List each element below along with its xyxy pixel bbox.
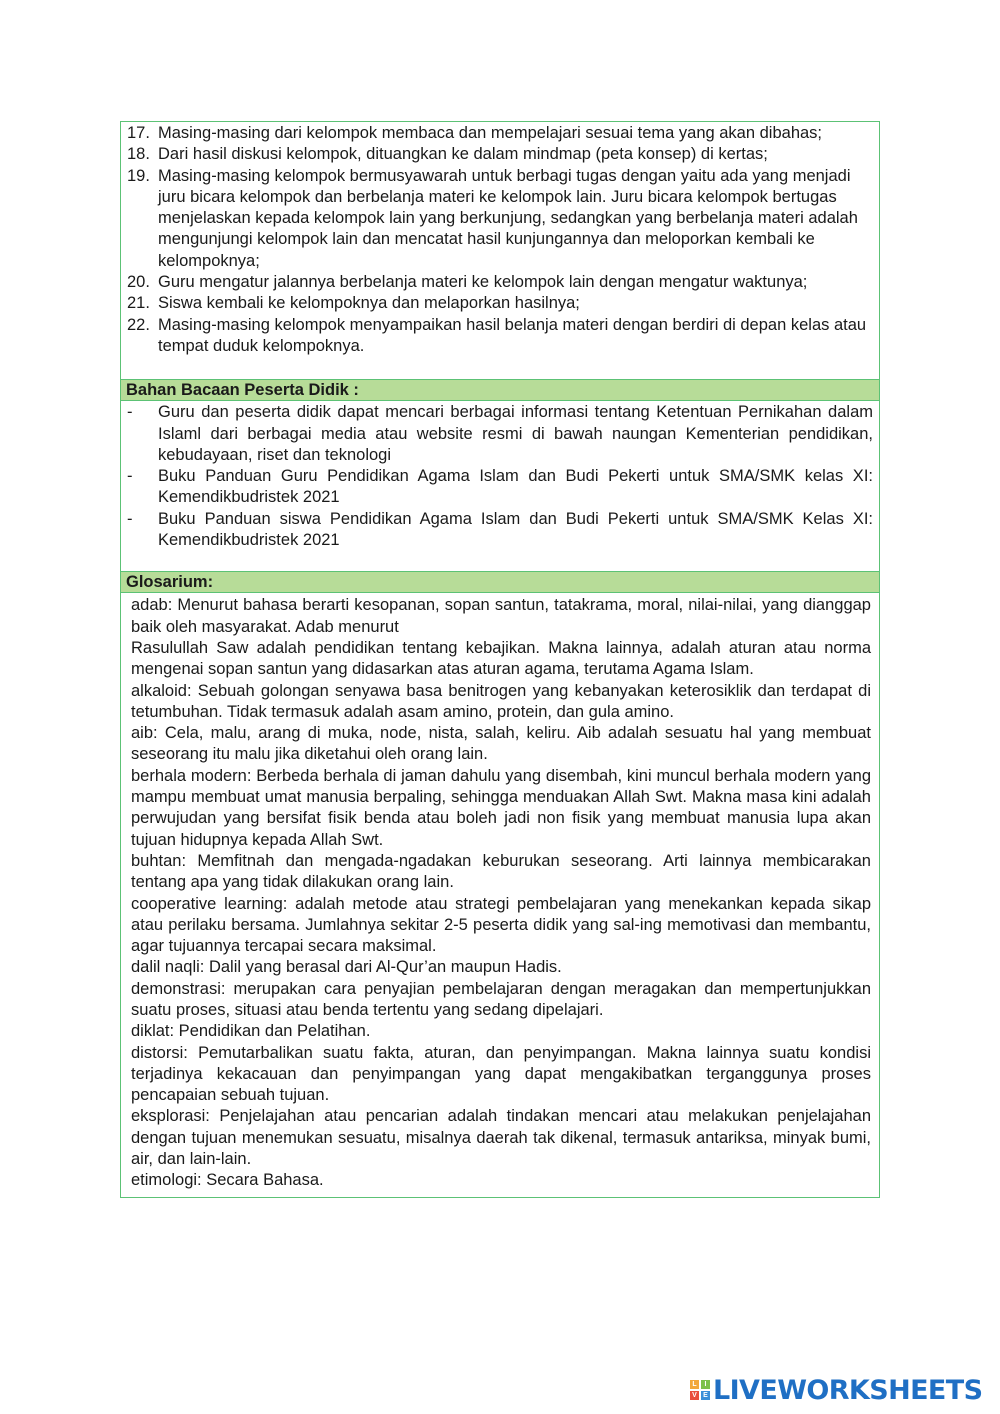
logo-tile: L: [690, 1380, 699, 1389]
worksheet-table: [120, 121, 880, 1198]
step-text: Dari hasil diskusi kelompok, dituangkan ke dalam mindmap (peta konsep) di kertas;: [158, 145, 768, 164]
glossary-entry: eksplorasi: Penjelajahan atau pencarian adalah tindakan mencari atau melakukan penjelajahan dengan tujuan menemukan sesuatu, misalnya daerah tak dikenal, termasuk antariksa, minyak bumi, air, dan lain-lain.: [131, 1107, 871, 1169]
step-number: 22.: [127, 315, 150, 334]
step-text: Guru mengatur jalannya berbelanja materi ke kelompok lain dengan mengatur waktunya;: [158, 273, 808, 292]
steps-section: [121, 122, 879, 380]
glossary-entry: distorsi: Pemutarbalikan suatu fakta, aturan, dan penyimpangan. Makna lainnya suatu kondisi terjadinya kekacauan dan penyimpangan yang dapat mengakibatkan terganggunya proses pencapaian sebuah tujuan.: [131, 1043, 871, 1105]
logo-tile: E: [701, 1391, 710, 1400]
reading-material-item: [127, 509, 873, 552]
glossary-entry: etimologi: Secara Bahasa.: [131, 1171, 324, 1190]
glossary-entry: Rasulullah Saw adalah pendidikan tentang kebajikan. Makna lainnya, adalah aturan atau norma mengenai sopan santun yang didasarkan atas aturan agama, terutama Agama Islam.: [131, 638, 871, 679]
step-number: 19.: [127, 166, 150, 185]
logo-tile: I: [701, 1380, 710, 1389]
reading-materials-heading: Bahan Bacaan Peserta Didik :: [121, 380, 879, 401]
step-item: [127, 166, 875, 272]
glossary-entry: demonstrasi: merupakan cara penyajian pembelajaran dengan meragakan dan mempertunjukkan suatu proses, situasi atau benda tertentu yang sedang dipelajari.: [131, 979, 871, 1019]
step-item: [127, 293, 875, 314]
step-item: [127, 315, 875, 358]
bullet-dash: -: [127, 509, 133, 528]
logo-text: LIVEWORKSHEETS: [713, 1374, 983, 1406]
bullet-dash: -: [127, 467, 133, 486]
reading-material-item: [127, 466, 873, 509]
step-text: Siswa kembali ke kelompoknya dan melaporkan hasilnya;: [158, 294, 580, 313]
glossary-entry: dalil naqli: Dalil yang berasal dari Al-Qur’an maupun Hadis.: [131, 958, 562, 977]
reading-material-text: Buku Panduan Guru Pendidikan Agama Islam dan Budi Pekerti untuk SMA/SMK kelas XI: Kemendikbudristek 2021: [158, 467, 873, 507]
glossary-entry: buhtan: Memfitnah dan mengada-ngadakan keburukan seseorang. Arti lainnya membicarakan tentang apa yang tidak dilakukan orang lain.: [131, 851, 871, 892]
step-text: Masing-masing dari kelompok membaca dan mempelajari sesuai tema yang akan dibahas;: [158, 124, 823, 142]
reading-materials-list: [121, 401, 879, 571]
reading-material-text: Buku Panduan siswa Pendidikan Agama Islam dan Budi Pekerti untuk SMA/SMK Kelas XI: Kemendikbudristek 2021: [158, 509, 873, 550]
step-number: 20.: [127, 273, 150, 292]
reading-materials-section: [121, 380, 879, 572]
logo-grid-icon: [690, 1380, 710, 1400]
reading-material-text: Guru dan peserta didik dapat mencari berbagai informasi tentang Ketentuan Pernikahan dalam Islaml dari berbagai media atau website resmi di bawah naungan Kementerian pendidikan, kebudayaan, riset dan teknologi: [158, 403, 873, 464]
step-number: 18.: [127, 145, 150, 164]
step-number: 17.: [127, 124, 150, 142]
step-text: Masing-masing kelompok menyampaikan hasil belanja materi dengan berdiri di depan kelas atau tempat duduk kelompoknya.: [158, 315, 867, 355]
step-number: 21.: [127, 294, 150, 313]
logo-tile: V: [690, 1391, 699, 1400]
step-item: [127, 123, 875, 144]
glossary-entry: berhala modern: Berbeda berhala di jaman dahulu yang disembah, kini muncul berhala modern yang mampu membuat umat manusia berpaling, sehingga menduakan Allah Swt. Makna masa kini adalah perwujudan yang bersifat fisik benda atau boleh jadi non fisik yang membuat manusia lupa akan tujuan hidupnya kepada Allah Swt.: [131, 766, 871, 849]
glossary-body: [121, 593, 879, 1196]
reading-material-item: [127, 402, 873, 466]
glossary-entry: diklat: Pendidikan dan Pelatihan.: [131, 1022, 371, 1041]
steps-list: [121, 122, 879, 379]
step-item: [127, 144, 875, 165]
liveworksheets-logo: [690, 1373, 982, 1407]
glossary-entry: cooperative learning: adalah metode atau strategi pembelajaran yang menekankan kepada sikap atau perilaku bersama. Jumlahnya sekitar 2-5 peserta didik yang sal-ing memotivasi dan membantu, agar tujuannya tercapai secara maksimal.: [131, 894, 871, 956]
step-item: [127, 272, 875, 293]
glossary-entry: adab: Menurut bahasa berarti kesopanan, sopan santun, tatakrama, moral, nilai-nilai, yang dianggap baik oleh masyarakat. Adab menurut: [131, 596, 871, 636]
glossary-section: [121, 572, 879, 1196]
glossary-heading: Glosarium:: [121, 572, 879, 593]
bullet-dash: -: [127, 403, 133, 422]
glossary-entry: alkaloid: Sebuah golongan senyawa basa benitrogen yang kebanyakan keterosiklik dan terdapat di tetumbuhan. Tidak termasuk adalah asam amino, protein, dan gula amino.: [131, 681, 871, 721]
step-text: Masing-masing kelompok bermusyawarah untuk berbagi tugas dengan yaitu ada yang menjadi juru bicara kelompok dan berbelanja materi ke kelompok lain. Juru bicara kelompok bertugas menjelaskan kepada kelompok lain yang berkunjung, sedangkan yang berbelanja materi adalah mengunjungi kelompok lain dan mencatat hasil kunjungannya dan meloporkan kembali ke kelompoknya;: [158, 166, 858, 270]
glossary-entry: aib: Cela, malu, arang di muka, node, nista, salah, keliru. Aib adalah sesuatu hal yang membuat seseorang itu malu jika diketahui oleh orang lain.: [131, 724, 871, 764]
